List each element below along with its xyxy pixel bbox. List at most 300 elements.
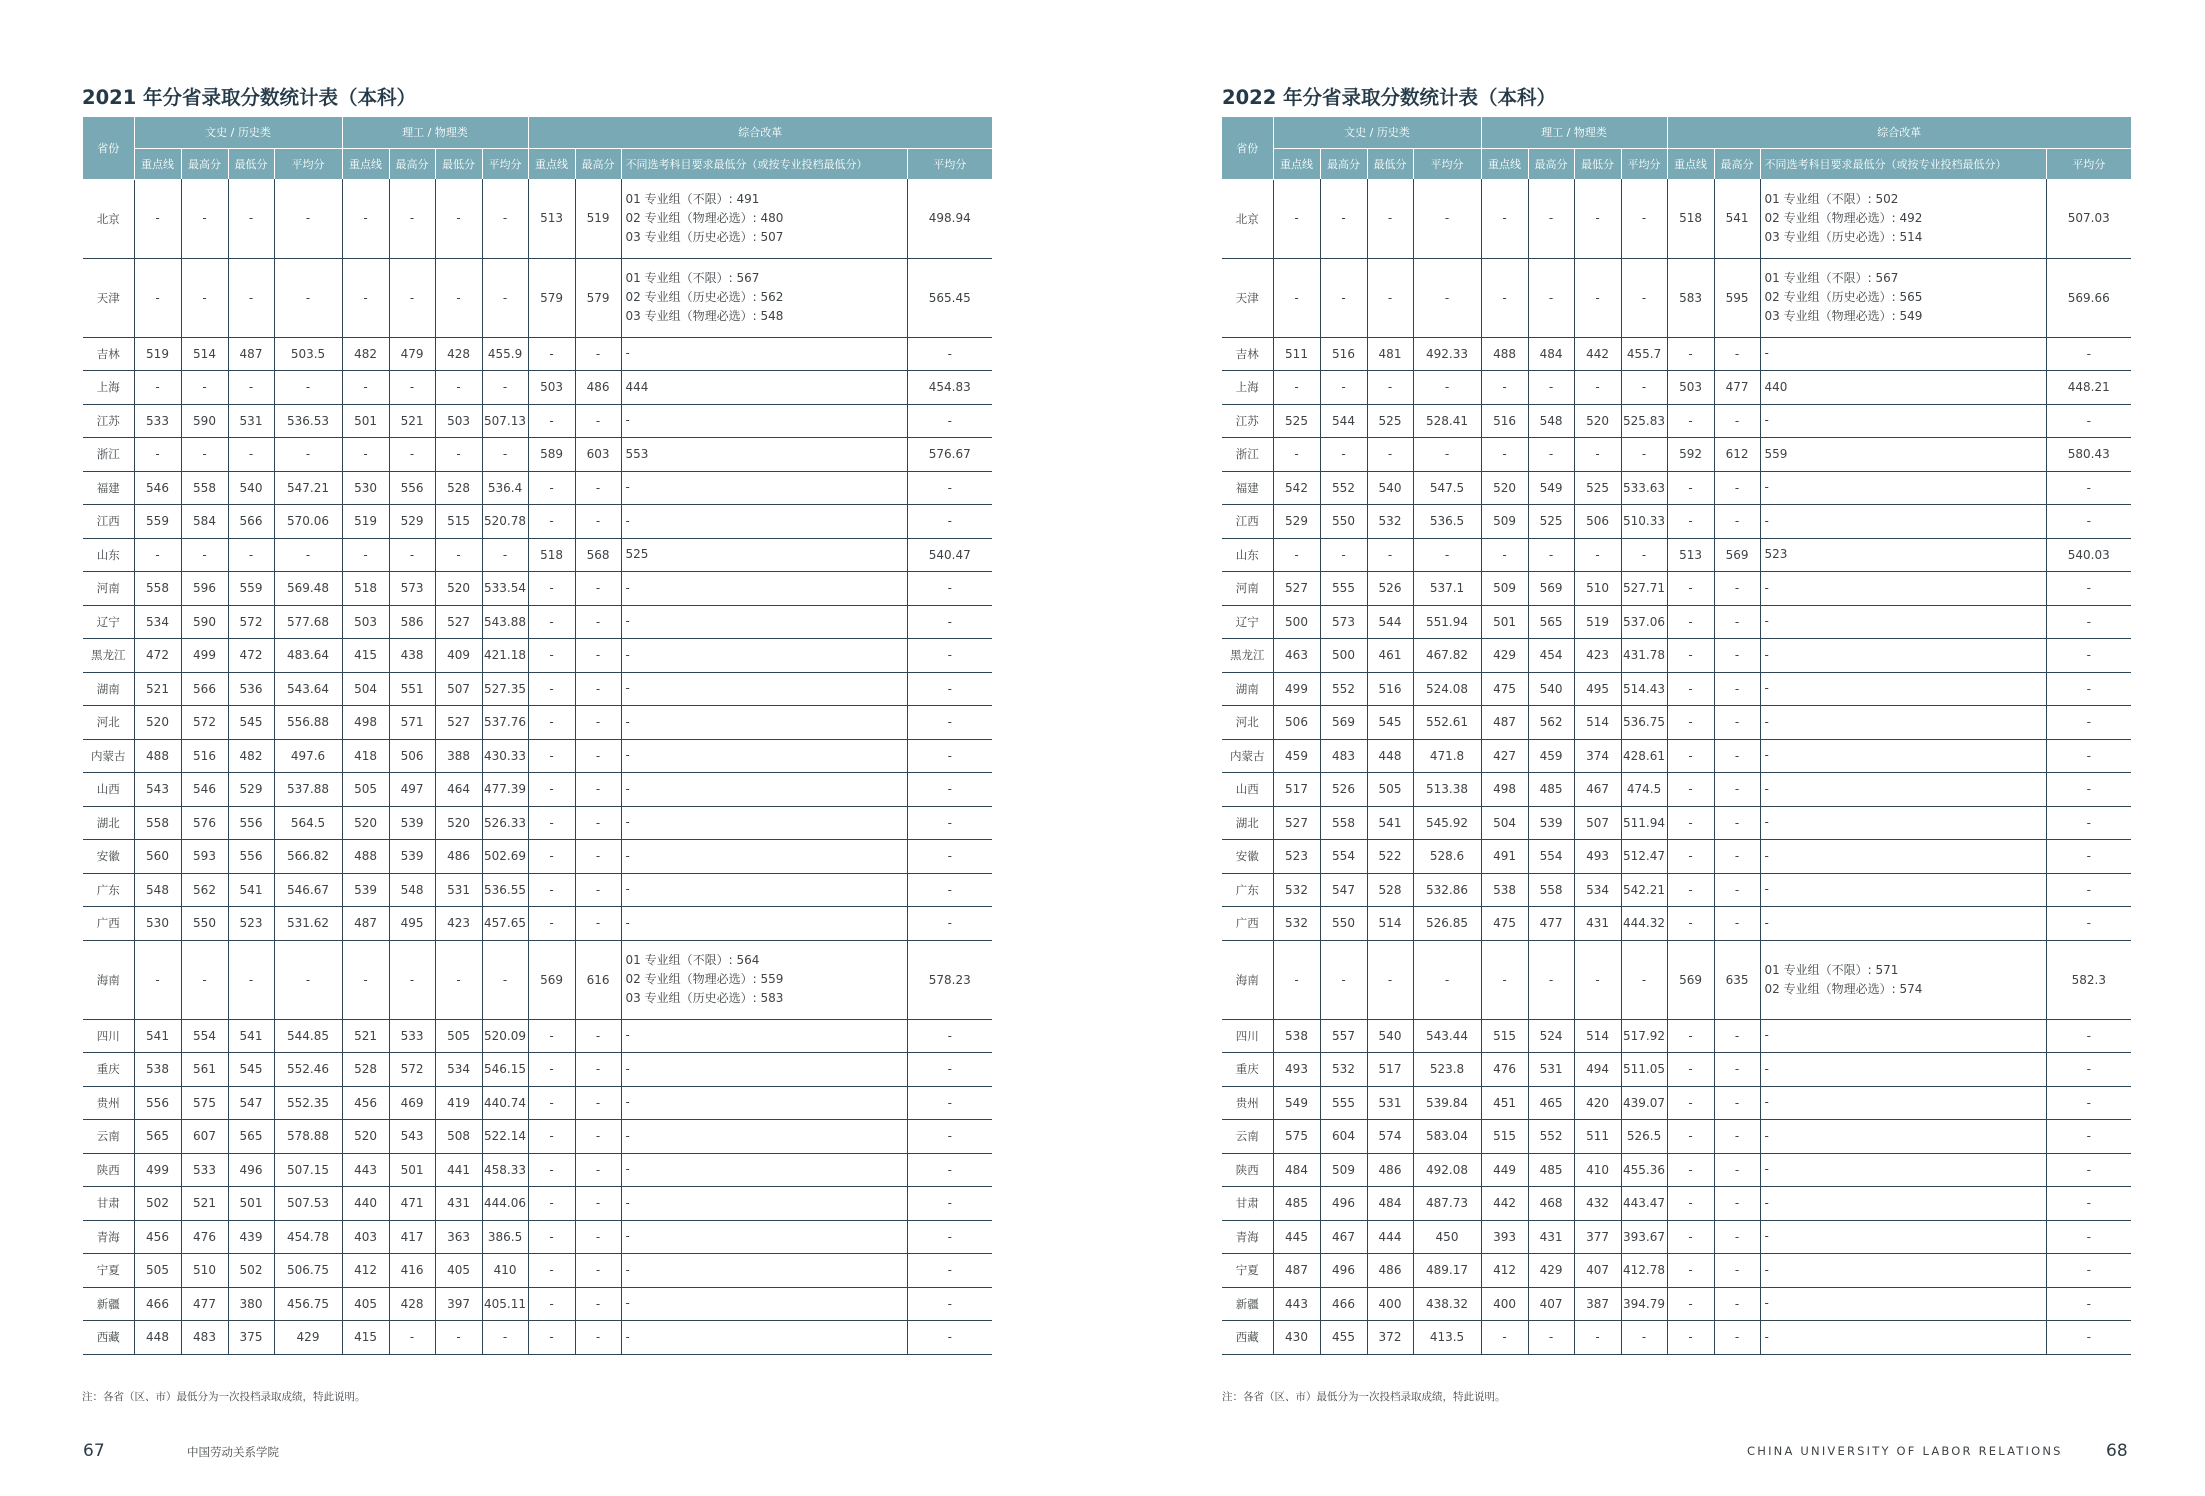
table-row <box>1222 873 2131 907</box>
score-cell: - <box>1714 639 1760 673</box>
score-cell: 502.69 <box>482 840 528 874</box>
score-cell: 556 <box>228 806 274 840</box>
score-cell: - <box>435 538 482 572</box>
score-cell: 519 <box>575 179 621 258</box>
score-cell: 465 <box>1528 1086 1574 1120</box>
score-cell: - <box>342 179 389 258</box>
score-cell: 448 <box>1367 739 1413 773</box>
score-cell: 557 <box>1320 1019 1367 1053</box>
requirement-line: - <box>625 1028 630 1043</box>
score-cell: - <box>1714 873 1760 907</box>
table-row <box>1222 258 2131 337</box>
requirement-cell <box>1760 1019 2046 1053</box>
score-cell: - <box>181 179 228 258</box>
header-col: 重点线 <box>342 148 389 179</box>
score-cell: - <box>181 371 228 405</box>
requirement-cell <box>621 706 907 740</box>
average-cell: - <box>907 471 992 505</box>
score-cell: 498 <box>342 706 389 740</box>
score-cell: 514.43 <box>1621 672 1667 706</box>
requirement-cell <box>1760 1254 2046 1288</box>
score-cell: 500 <box>1273 605 1320 639</box>
score-cell: - <box>1714 739 1760 773</box>
table-row <box>83 471 992 505</box>
score-cell: - <box>1714 1287 1760 1321</box>
requirement-line: 523 <box>1764 547 1788 562</box>
requirement-cell <box>1760 639 2046 673</box>
score-cell: - <box>389 179 435 258</box>
average-cell: - <box>907 672 992 706</box>
score-cell: 569 <box>528 940 575 1019</box>
average-cell: 540.47 <box>907 538 992 572</box>
score-cell: 476 <box>1481 1053 1528 1087</box>
score-cell: 485 <box>1528 773 1574 807</box>
score-cell: 443 <box>342 1153 389 1187</box>
requirement-cell <box>621 1254 907 1288</box>
province-cell: 重庆 <box>83 1053 134 1087</box>
score-cell: - <box>1528 940 1574 1019</box>
requirement-line: 525 <box>625 547 649 562</box>
score-cell: 549 <box>1528 471 1574 505</box>
score-cell: - <box>482 258 528 337</box>
score-cell: 484 <box>1528 337 1574 371</box>
province-cell: 广西 <box>1222 907 1273 941</box>
score-cell: 393.67 <box>1621 1220 1667 1254</box>
requirement-cell <box>621 940 907 1019</box>
table-row <box>83 404 992 438</box>
score-cell: - <box>134 179 181 258</box>
province-cell: 内蒙古 <box>1222 739 1273 773</box>
score-cell: - <box>1574 179 1621 258</box>
table-row <box>83 179 992 258</box>
score-cell: 556 <box>134 1086 181 1120</box>
score-cell: 419 <box>435 1086 482 1120</box>
average-cell: - <box>907 572 992 606</box>
score-cell: 516 <box>1320 337 1367 371</box>
score-cell: 520 <box>435 572 482 606</box>
average-cell: - <box>2046 471 2131 505</box>
score-cell: 537.06 <box>1621 605 1667 639</box>
score-cell: 528.41 <box>1413 404 1481 438</box>
score-cell: 604 <box>1320 1120 1367 1154</box>
requirement-line: - <box>1764 882 1769 897</box>
score-cell: - <box>435 258 482 337</box>
score-cell: 506 <box>1574 505 1621 539</box>
table-row <box>1222 672 2131 706</box>
table-row <box>83 505 992 539</box>
requirement-line: - <box>625 580 630 595</box>
requirement-cell <box>621 572 907 606</box>
score-cell: 544.85 <box>274 1019 342 1053</box>
score-cell: 517 <box>1273 773 1320 807</box>
score-cell: - <box>389 258 435 337</box>
score-cell: - <box>1413 371 1481 405</box>
score-cell: 539 <box>342 873 389 907</box>
score-cell: 538 <box>1481 873 1528 907</box>
score-cell: 507 <box>1574 806 1621 840</box>
score-cell: 579 <box>528 258 575 337</box>
score-cell: - <box>1320 371 1367 405</box>
score-cell: 575 <box>181 1086 228 1120</box>
table-row <box>1222 940 2131 1019</box>
average-cell: - <box>907 1053 992 1087</box>
header-group-zonghe: 综合改革 <box>1667 117 2131 148</box>
average-cell: - <box>2046 1220 2131 1254</box>
score-cell: 556.88 <box>274 706 342 740</box>
score-cell: 443 <box>1273 1287 1320 1321</box>
score-cell: - <box>1574 258 1621 337</box>
score-cell: 527.71 <box>1621 572 1667 606</box>
score-cell: 526 <box>1320 773 1367 807</box>
score-cell: - <box>1621 179 1667 258</box>
score-cell: - <box>1667 873 1714 907</box>
province-cell: 河北 <box>83 706 134 740</box>
score-cell: 521 <box>134 672 181 706</box>
province-cell: 河北 <box>1222 706 1273 740</box>
requirement-line: - <box>625 681 630 696</box>
table-row <box>83 1120 992 1154</box>
score-cell: 471.8 <box>1413 739 1481 773</box>
score-cell: 487 <box>228 337 274 371</box>
score-cell: 372 <box>1367 1321 1413 1355</box>
score-cell: 595 <box>1714 258 1760 337</box>
score-cell: 405 <box>342 1287 389 1321</box>
score-cell: 547 <box>228 1086 274 1120</box>
score-cell: 519 <box>134 337 181 371</box>
province-cell: 辽宁 <box>1222 605 1273 639</box>
province-cell: 贵州 <box>1222 1086 1273 1120</box>
average-cell: - <box>907 639 992 673</box>
requirement-cell <box>1760 1220 2046 1254</box>
score-cell: - <box>228 179 274 258</box>
score-cell: 540 <box>1367 1019 1413 1053</box>
score-cell: - <box>228 371 274 405</box>
average-cell: - <box>907 404 992 438</box>
score-cell: - <box>1481 371 1528 405</box>
header-col: 重点线 <box>1667 148 1714 179</box>
requirement-line: 03 专业组（历史必选）: 507 <box>625 229 784 244</box>
province-cell: 西藏 <box>83 1321 134 1355</box>
score-cell: - <box>1667 1187 1714 1221</box>
score-cell: - <box>482 538 528 572</box>
score-cell: 515 <box>1481 1019 1528 1053</box>
requirement-line: 02 专业组（物理必选）: 574 <box>1764 981 1923 996</box>
score-cell: 405.11 <box>482 1287 528 1321</box>
province-cell: 上海 <box>83 371 134 405</box>
score-cell: 539 <box>389 840 435 874</box>
score-cell: 491 <box>1481 840 1528 874</box>
score-cell: - <box>1714 471 1760 505</box>
score-cell: - <box>528 773 575 807</box>
average-cell: - <box>907 840 992 874</box>
table-row <box>83 572 992 606</box>
requirement-line: - <box>625 413 630 428</box>
score-cell: 521 <box>389 404 435 438</box>
average-cell: - <box>2046 840 2131 874</box>
score-cell: 532 <box>1367 505 1413 539</box>
requirement-line: 03 专业组（历史必选）: 514 <box>1764 229 1923 244</box>
score-cell: 430.33 <box>482 739 528 773</box>
requirement-line: 444 <box>625 379 649 394</box>
score-cell: 494 <box>1574 1053 1621 1087</box>
province-cell: 云南 <box>1222 1120 1273 1154</box>
requirement-line: - <box>625 781 630 796</box>
score-cell: - <box>1714 672 1760 706</box>
province-cell: 广东 <box>1222 873 1273 907</box>
score-cell: 531.62 <box>274 907 342 941</box>
score-cell: - <box>1528 538 1574 572</box>
score-cell: 477 <box>1528 907 1574 941</box>
score-cell: - <box>1714 907 1760 941</box>
requirement-line: - <box>625 714 630 729</box>
score-cell: - <box>528 806 575 840</box>
score-cell: 538 <box>1273 1019 1320 1053</box>
score-cell: - <box>575 605 621 639</box>
requirement-line: - <box>1764 1296 1769 1311</box>
score-cell: 527 <box>435 605 482 639</box>
score-cell: - <box>1413 940 1481 1019</box>
requirement-cell <box>621 1287 907 1321</box>
score-cell: - <box>1667 1086 1714 1120</box>
score-cell: 527.35 <box>482 672 528 706</box>
score-cell: 443.47 <box>1621 1187 1667 1221</box>
score-cell: 531 <box>1528 1053 1574 1087</box>
score-cell: 516 <box>181 739 228 773</box>
score-cell: 531 <box>435 873 482 907</box>
header-col: 平均分 <box>274 148 342 179</box>
score-cell: - <box>575 505 621 539</box>
score-cell: 508 <box>435 1120 482 1154</box>
requirement-cell <box>1760 672 2046 706</box>
score-cell: 503 <box>528 371 575 405</box>
score-cell: 531 <box>228 404 274 438</box>
score-cell: 583 <box>1667 258 1714 337</box>
score-cell: 569.48 <box>274 572 342 606</box>
table-row <box>83 739 992 773</box>
score-cell: 505 <box>1367 773 1413 807</box>
score-cell: - <box>1667 605 1714 639</box>
requirement-line: - <box>625 1329 630 1344</box>
score-cell: - <box>575 639 621 673</box>
score-cell: - <box>1413 258 1481 337</box>
score-cell: 509 <box>1320 1153 1367 1187</box>
score-cell: 516 <box>1481 404 1528 438</box>
province-cell: 浙江 <box>83 438 134 472</box>
score-cell: 551.94 <box>1413 605 1481 639</box>
score-cell: 495 <box>389 907 435 941</box>
score-cell: 485 <box>1273 1187 1320 1221</box>
score-cell: 438.32 <box>1413 1287 1481 1321</box>
score-cell: 442 <box>1574 337 1621 371</box>
average-cell: 582.3 <box>2046 940 2131 1019</box>
score-cell: - <box>1574 438 1621 472</box>
score-cell: 455.36 <box>1621 1153 1667 1187</box>
score-cell: - <box>134 258 181 337</box>
table-row <box>83 1220 992 1254</box>
score-cell: 375 <box>228 1321 274 1355</box>
score-cell: - <box>1273 258 1320 337</box>
requirement-cell <box>621 1053 907 1087</box>
score-cell: 539.84 <box>1413 1086 1481 1120</box>
score-cell: 471 <box>389 1187 435 1221</box>
header-group-wenshi: 文史 / 历史类 <box>134 117 342 148</box>
score-cell: - <box>575 1153 621 1187</box>
score-cell: 468 <box>1528 1187 1574 1221</box>
province-cell: 黑龙江 <box>83 639 134 673</box>
requirement-line: - <box>625 915 630 930</box>
score-cell: 559 <box>228 572 274 606</box>
score-cell: - <box>1714 773 1760 807</box>
score-cell: 596 <box>181 572 228 606</box>
score-cell: 459 <box>1273 739 1320 773</box>
province-cell: 浙江 <box>1222 438 1273 472</box>
score-cell: - <box>1367 258 1413 337</box>
average-cell: - <box>2046 1321 2131 1355</box>
score-cell: 589 <box>528 438 575 472</box>
score-table <box>1222 117 2131 1355</box>
score-cell: 566 <box>228 505 274 539</box>
average-cell: - <box>907 1220 992 1254</box>
score-cell: 511.05 <box>1621 1053 1667 1087</box>
score-cell: 482 <box>342 337 389 371</box>
score-cell: 534 <box>1574 873 1621 907</box>
score-cell: 518 <box>342 572 389 606</box>
score-cell: 416 <box>389 1254 435 1288</box>
score-cell: - <box>1714 1187 1760 1221</box>
table-row <box>1222 1053 2131 1087</box>
score-cell: - <box>528 605 575 639</box>
score-cell: 523.8 <box>1413 1053 1481 1087</box>
requirement-cell <box>1760 1120 2046 1154</box>
province-cell: 河南 <box>1222 572 1273 606</box>
score-cell: - <box>575 1254 621 1288</box>
score-cell: - <box>435 940 482 1019</box>
requirement-line: 01 专业组（不限）: 491 <box>625 191 760 206</box>
score-cell: 534 <box>435 1053 482 1087</box>
score-cell: - <box>1667 672 1714 706</box>
province-cell: 山东 <box>83 538 134 572</box>
province-cell: 西藏 <box>1222 1321 1273 1355</box>
requirement-line: 02 专业组（历史必选）: 565 <box>1764 290 1923 304</box>
requirement-line: - <box>625 1095 630 1110</box>
score-cell: - <box>482 1321 528 1355</box>
score-cell: 533 <box>181 1153 228 1187</box>
table-row <box>83 258 992 337</box>
requirement-cell <box>621 1187 907 1221</box>
score-cell: 400 <box>1481 1287 1528 1321</box>
score-cell: 498 <box>1481 773 1528 807</box>
table-row <box>1222 471 2131 505</box>
table-row <box>1222 538 2131 572</box>
table-row <box>83 438 992 472</box>
average-cell: 578.23 <box>907 940 992 1019</box>
score-cell: - <box>1413 179 1481 258</box>
score-cell: 488 <box>342 840 389 874</box>
score-cell: - <box>1714 572 1760 606</box>
requirement-line: - <box>625 748 630 763</box>
score-cell: 503.5 <box>274 337 342 371</box>
score-cell: 504 <box>342 672 389 706</box>
score-cell: - <box>228 538 274 572</box>
score-cell: 492.33 <box>1413 337 1481 371</box>
score-cell: 524.08 <box>1413 672 1481 706</box>
score-cell: 561 <box>181 1053 228 1087</box>
requirement-line: - <box>625 513 630 528</box>
score-cell: - <box>528 337 575 371</box>
score-cell: - <box>1574 940 1621 1019</box>
score-cell: - <box>575 1120 621 1154</box>
score-cell: - <box>181 940 228 1019</box>
score-cell: 547.21 <box>274 471 342 505</box>
requirement-line: 01 专业组（不限）: 567 <box>625 271 760 285</box>
requirement-cell <box>1760 471 2046 505</box>
score-cell: - <box>1367 371 1413 405</box>
province-cell: 甘肃 <box>83 1187 134 1221</box>
province-cell: 内蒙古 <box>83 739 134 773</box>
score-cell: - <box>1667 639 1714 673</box>
score-cell: 538 <box>134 1053 181 1087</box>
score-cell: 511 <box>1273 337 1320 371</box>
requirement-line: - <box>625 346 630 361</box>
score-cell: 441 <box>435 1153 482 1187</box>
province-cell: 青海 <box>83 1220 134 1254</box>
score-cell: 525.83 <box>1621 404 1667 438</box>
requirement-cell <box>1760 840 2046 874</box>
average-cell: - <box>2046 1254 2131 1288</box>
score-cell: 542.21 <box>1621 873 1667 907</box>
score-cell: - <box>342 258 389 337</box>
score-cell: 485 <box>1528 1153 1574 1187</box>
score-cell: 560 <box>134 840 181 874</box>
score-cell: 418 <box>342 739 389 773</box>
score-cell: - <box>274 258 342 337</box>
score-cell: - <box>528 739 575 773</box>
score-cell: - <box>228 258 274 337</box>
score-cell: 407 <box>1528 1287 1574 1321</box>
score-cell: - <box>1320 258 1367 337</box>
score-cell: 499 <box>134 1153 181 1187</box>
requirement-line: 03 专业组（物理必选）: 549 <box>1764 309 1923 323</box>
province-cell: 北京 <box>83 179 134 258</box>
page-2022 <box>1103 0 2205 1496</box>
province-cell: 吉林 <box>1222 337 1273 371</box>
table-row <box>1222 907 2131 941</box>
score-cell: 484 <box>1367 1187 1413 1221</box>
table-row <box>83 337 992 371</box>
average-cell: - <box>2046 907 2131 941</box>
requirement-cell <box>1760 337 2046 371</box>
province-cell: 四川 <box>1222 1019 1273 1053</box>
province-cell: 贵州 <box>83 1086 134 1120</box>
score-cell: 489.17 <box>1413 1254 1481 1288</box>
score-cell: - <box>575 572 621 606</box>
score-cell: - <box>1273 371 1320 405</box>
score-cell: 522 <box>1367 840 1413 874</box>
score-cell: 541 <box>134 1019 181 1053</box>
score-cell: 529 <box>389 505 435 539</box>
requirement-cell <box>1760 179 2046 258</box>
score-cell: 455.9 <box>482 337 528 371</box>
requirement-cell <box>1760 371 2046 405</box>
score-cell: 413.5 <box>1413 1321 1481 1355</box>
table-row <box>1222 773 2131 807</box>
average-cell: - <box>2046 1287 2131 1321</box>
score-cell: 448 <box>134 1321 181 1355</box>
average-cell: 498.94 <box>907 179 992 258</box>
score-cell: 509 <box>1481 572 1528 606</box>
table-body <box>83 179 992 1354</box>
header-col: 平均分 <box>1621 148 1667 179</box>
